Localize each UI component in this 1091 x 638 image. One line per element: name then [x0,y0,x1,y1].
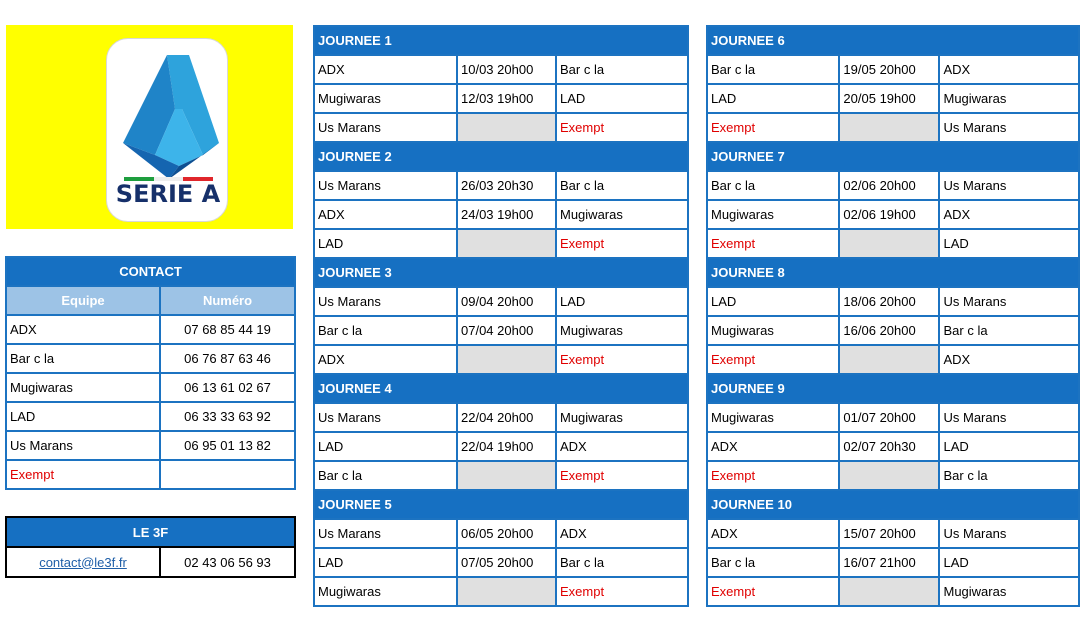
match-away: LAD [556,287,688,316]
match-away: ADX [939,200,1079,229]
match-row [707,171,1079,200]
contact-row [6,373,295,402]
match-home: ADX [314,55,457,84]
match-row [314,577,688,606]
le3f-title: LE 3F [6,517,295,547]
match-away: Mugiwaras [556,200,688,229]
match-away: Mugiwaras [556,316,688,345]
match-home: Bar c la [707,171,839,200]
match-home: Exempt [707,577,839,606]
matchday-title: JOURNEE 5 [314,490,688,519]
match-row [707,519,1079,548]
contact-phone: 07 68 85 44 19 [160,315,295,344]
match-row [314,84,688,113]
match-home: Us Marans [314,519,457,548]
matchday-title: JOURNEE 6 [707,26,1079,55]
match-row [707,287,1079,316]
match-home: Bar c la [707,55,839,84]
match-row [314,229,688,258]
match-away: Us Marans [939,403,1079,432]
contact-team: Us Marans [6,431,160,460]
match-date: 02/07 20h30 [839,432,939,461]
match-away: Exempt [556,577,688,606]
match-row [707,113,1079,142]
match-date: 02/06 19h00 [839,200,939,229]
match-home: Exempt [707,113,839,142]
match-home: Mugiwaras [707,316,839,345]
match-row [314,287,688,316]
matchday-title: JOURNEE 10 [707,490,1079,519]
match-away: Exempt [556,461,688,490]
contact-row [6,344,295,373]
match-row [707,577,1079,606]
match-row [314,113,688,142]
match-date: 06/05 20h00 [457,519,556,548]
contact-phone: 06 13 61 02 67 [160,373,295,402]
match-home: Exempt [707,345,839,374]
match-home: Us Marans [314,403,457,432]
match-home: Mugiwaras [314,84,457,113]
contact-row [6,402,295,431]
match-away: Bar c la [556,171,688,200]
match-home: Mugiwaras [314,577,457,606]
match-away: Exempt [556,229,688,258]
match-date: 10/03 20h00 [457,55,556,84]
contact-phone: 06 33 33 63 92 [160,402,295,431]
match-row [707,403,1079,432]
contact-phone [160,460,295,489]
matchday-title: JOURNEE 4 [314,374,688,403]
match-row [314,345,688,374]
match-home: Bar c la [314,461,457,490]
match-date: 02/06 20h00 [839,171,939,200]
match-away: ADX [556,432,688,461]
match-away: Exempt [556,113,688,142]
match-date: 22/04 19h00 [457,432,556,461]
match-date: 07/05 20h00 [457,548,556,577]
match-away: ADX [556,519,688,548]
match-home: LAD [314,229,457,258]
matchday-header [314,26,688,55]
match-row [314,316,688,345]
match-date [839,113,939,142]
matchday-title: JOURNEE 2 [314,142,688,171]
match-date: 15/07 20h00 [839,519,939,548]
match-away: Us Marans [939,519,1079,548]
match-row [707,461,1079,490]
contact-team: LAD [6,402,160,431]
match-away: Mugiwaras [556,403,688,432]
match-date [457,229,556,258]
serie-a-wordmark: SERIE A [115,180,221,208]
match-row [314,461,688,490]
match-date [839,577,939,606]
match-date: 20/05 19h00 [839,84,939,113]
match-away: Bar c la [939,316,1079,345]
matchday-header [707,490,1079,519]
match-row [314,519,688,548]
contact-table [5,256,296,490]
match-away: LAD [939,229,1079,258]
schedule-table-left [313,25,689,607]
match-home: LAD [314,432,457,461]
match-away: Us Marans [939,171,1079,200]
match-away: Bar c la [556,548,688,577]
schedule-table-right [706,25,1080,607]
matchday-title: JOURNEE 1 [314,26,688,55]
match-row [314,548,688,577]
match-home: Us Marans [314,287,457,316]
match-row [707,345,1079,374]
le3f-email-cell [6,547,160,577]
match-row [707,316,1079,345]
match-date: 24/03 19h00 [457,200,556,229]
match-away: Bar c la [556,55,688,84]
match-home: LAD [707,84,839,113]
match-date [839,229,939,258]
matchday-header [314,258,688,287]
matchday-header [314,142,688,171]
le3f-phone: 02 43 06 56 93 [160,547,295,577]
match-date: 12/03 19h00 [457,84,556,113]
contact-row [6,431,295,460]
contact-row [6,460,295,489]
match-date: 16/06 20h00 [839,316,939,345]
matchday-header [314,490,688,519]
match-home: ADX [314,345,457,374]
match-date: 19/05 20h00 [839,55,939,84]
matchday-header [707,374,1079,403]
contact-team: ADX [6,315,160,344]
match-date [457,345,556,374]
match-home: Mugiwaras [707,403,839,432]
match-row [707,84,1079,113]
match-home: Exempt [707,461,839,490]
serie-a-logo [106,38,228,222]
match-home: Bar c la [314,316,457,345]
match-row [707,229,1079,258]
match-home: Us Marans [314,113,457,142]
match-date: 18/06 20h00 [839,287,939,316]
match-away: LAD [556,84,688,113]
match-date [457,113,556,142]
matchday-title: JOURNEE 7 [707,142,1079,171]
match-home: LAD [707,287,839,316]
contact-header-phone: Numéro [160,286,295,315]
match-row [707,548,1079,577]
contact-row [6,315,295,344]
match-home: ADX [707,432,839,461]
match-row [314,55,688,84]
le3f-table [5,516,296,578]
match-row [707,55,1079,84]
match-row [314,432,688,461]
match-date [839,461,939,490]
match-date: 26/03 20h30 [457,171,556,200]
match-home: Us Marans [314,171,457,200]
le3f-email-link[interactable]: contact@le3f.fr [39,554,127,570]
match-away: Us Marans [939,113,1079,142]
match-away: Us Marans [939,287,1079,316]
contact-team: Mugiwaras [6,373,160,402]
match-away: Exempt [556,345,688,374]
match-date: 16/07 21h00 [839,548,939,577]
matchday-title: JOURNEE 3 [314,258,688,287]
match-date [839,345,939,374]
match-away: LAD [939,432,1079,461]
matchday-header [314,374,688,403]
match-away: LAD [939,548,1079,577]
matchday-title: JOURNEE 8 [707,258,1079,287]
match-date: 07/04 20h00 [457,316,556,345]
matchday-header [707,142,1079,171]
match-away: Bar c la [939,461,1079,490]
match-date: 01/07 20h00 [839,403,939,432]
match-home: Exempt [707,229,839,258]
match-row [314,200,688,229]
matchday-header [707,258,1079,287]
match-date [457,577,556,606]
match-home: ADX [314,200,457,229]
contact-team: Exempt [6,460,160,489]
match-home: ADX [707,519,839,548]
match-away: ADX [939,345,1079,374]
match-home: Mugiwaras [707,200,839,229]
matchday-title: JOURNEE 9 [707,374,1079,403]
match-date: 09/04 20h00 [457,287,556,316]
matchday-header [707,26,1079,55]
match-away: Mugiwaras [939,84,1079,113]
contact-team: Bar c la [6,344,160,373]
match-home: Bar c la [707,548,839,577]
match-row [707,432,1079,461]
match-date [457,461,556,490]
contact-phone: 06 95 01 13 82 [160,431,295,460]
match-date: 22/04 20h00 [457,403,556,432]
contact-phone: 06 76 87 63 46 [160,344,295,373]
match-row [314,403,688,432]
contact-title: CONTACT [6,257,295,286]
logo-panel [6,25,293,229]
match-row [707,200,1079,229]
match-home: LAD [314,548,457,577]
match-away: ADX [939,55,1079,84]
contact-header-team: Equipe [6,286,160,315]
match-row [314,171,688,200]
match-away: Mugiwaras [939,577,1079,606]
